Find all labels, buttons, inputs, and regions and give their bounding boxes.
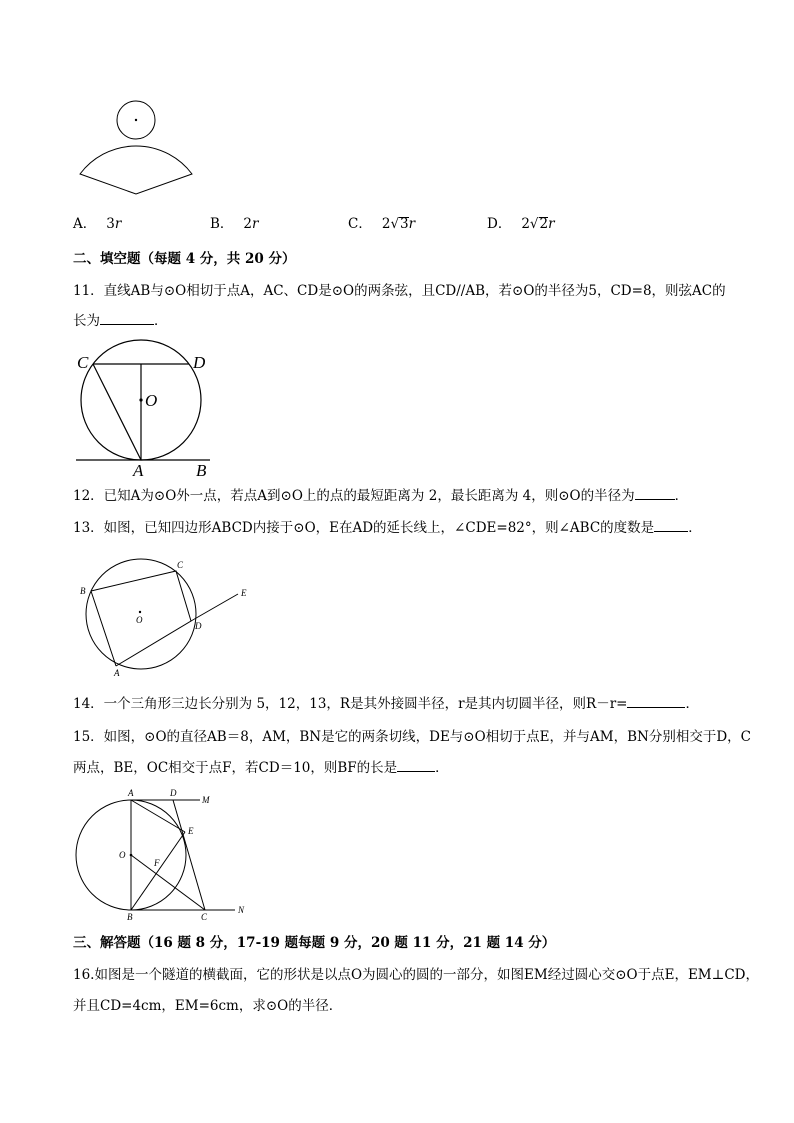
label-a: A xyxy=(128,788,134,798)
q15-line1: 15．如图，⊙O的直径AB＝8，AM，BN是它的两条切线，DE与⊙O相切于点E，并与AM，BN分别相交于D，C xyxy=(73,729,751,745)
segment-ae xyxy=(131,800,185,832)
section-2-heading: 二、填空题（每题 4 分，共 20 分） xyxy=(73,251,296,267)
center-o xyxy=(130,854,133,857)
q14-text: 14．一个三角形三边长分别为 5，12，13，R是其外接圆半径，r是其内切圆半径，则R－r= ． xyxy=(73,696,699,712)
label-b: B xyxy=(80,586,86,596)
section-3-heading: 三、解答题（16 题 8 分，17-19 题每题 9 分，20 题 11 分，21 题 14 分） xyxy=(73,935,556,951)
option-c: C． 2√3r xyxy=(348,216,416,232)
chord-ac xyxy=(93,364,141,460)
option-d: D． 2√2r xyxy=(487,216,555,232)
label-m: M xyxy=(202,795,210,805)
center-o xyxy=(139,611,141,613)
label-a: A xyxy=(133,461,144,480)
label-c: C xyxy=(177,560,184,570)
label-n: N xyxy=(238,905,245,915)
q13-circle xyxy=(86,559,196,669)
answer-blank xyxy=(635,487,675,500)
label-c: C xyxy=(77,353,89,372)
label-b: B xyxy=(196,461,207,480)
extension-de xyxy=(191,594,238,621)
label-e: E xyxy=(241,588,247,598)
q11-figure xyxy=(72,350,222,480)
label-o: O xyxy=(119,850,126,860)
answer-blank xyxy=(397,759,435,772)
label-o: O xyxy=(145,391,158,410)
answer-blank xyxy=(100,312,154,325)
cone-net-figure xyxy=(78,98,198,198)
label-c: C xyxy=(201,912,208,922)
q13-figure xyxy=(76,556,266,676)
cone-base-center xyxy=(135,119,137,121)
label-d: D xyxy=(195,621,202,631)
label-e: E xyxy=(188,826,194,836)
cone-sector xyxy=(80,146,192,194)
q11-line1: 11．直线AB与⊙O相切于点A，AC、CD是⊙O的两条弦，且CD//AB，若⊙O的半径为5，CD=8，则弦AC的 xyxy=(73,283,726,299)
label-b: B xyxy=(127,912,133,922)
option-a: A． 3r xyxy=(73,216,122,232)
tangent-dc xyxy=(173,800,205,910)
label-a: A xyxy=(114,668,120,678)
option-b: B． 2r xyxy=(210,216,259,232)
segment-oc xyxy=(131,855,205,910)
sqrt-sign: √ xyxy=(390,216,400,232)
label-d: D xyxy=(193,353,206,372)
segment-be xyxy=(131,832,185,910)
q16-line1: 16.如图是一个隧道的横截面，它的形状是以点O为圆心的圆的一部分，如图EM经过圆心交⊙O于点E，EM⊥CD， xyxy=(73,967,759,983)
center-o xyxy=(139,398,142,401)
label-d: D xyxy=(170,788,177,798)
label-f: F xyxy=(154,858,160,868)
label-o: O xyxy=(136,615,143,625)
q15-figure xyxy=(72,786,262,922)
answer-blank xyxy=(627,695,685,708)
q16-line2: 并且CD=4cm，EM=6cm，求⊙O的半径． xyxy=(73,998,343,1014)
sqrt-sign: √ xyxy=(529,216,539,232)
q15-line2: 两点，BE，OC相交于点F，若CD＝10，则BF的长是 ． xyxy=(73,760,449,776)
q13-text: 13．如图，已知四边形ABCD内接于⊙O，E在AD的延长线上，∠CDE=82°，则∠ABC的度数是 ． xyxy=(73,520,702,536)
q11-line2: 长为 ． xyxy=(73,313,168,329)
q12-text: 12．已知A为⊙O外一点，若点A到⊙O上的点的最短距离为 2，最长距离为 4，则⊙O的半径为 ． xyxy=(73,488,689,504)
answer-blank xyxy=(654,519,688,532)
